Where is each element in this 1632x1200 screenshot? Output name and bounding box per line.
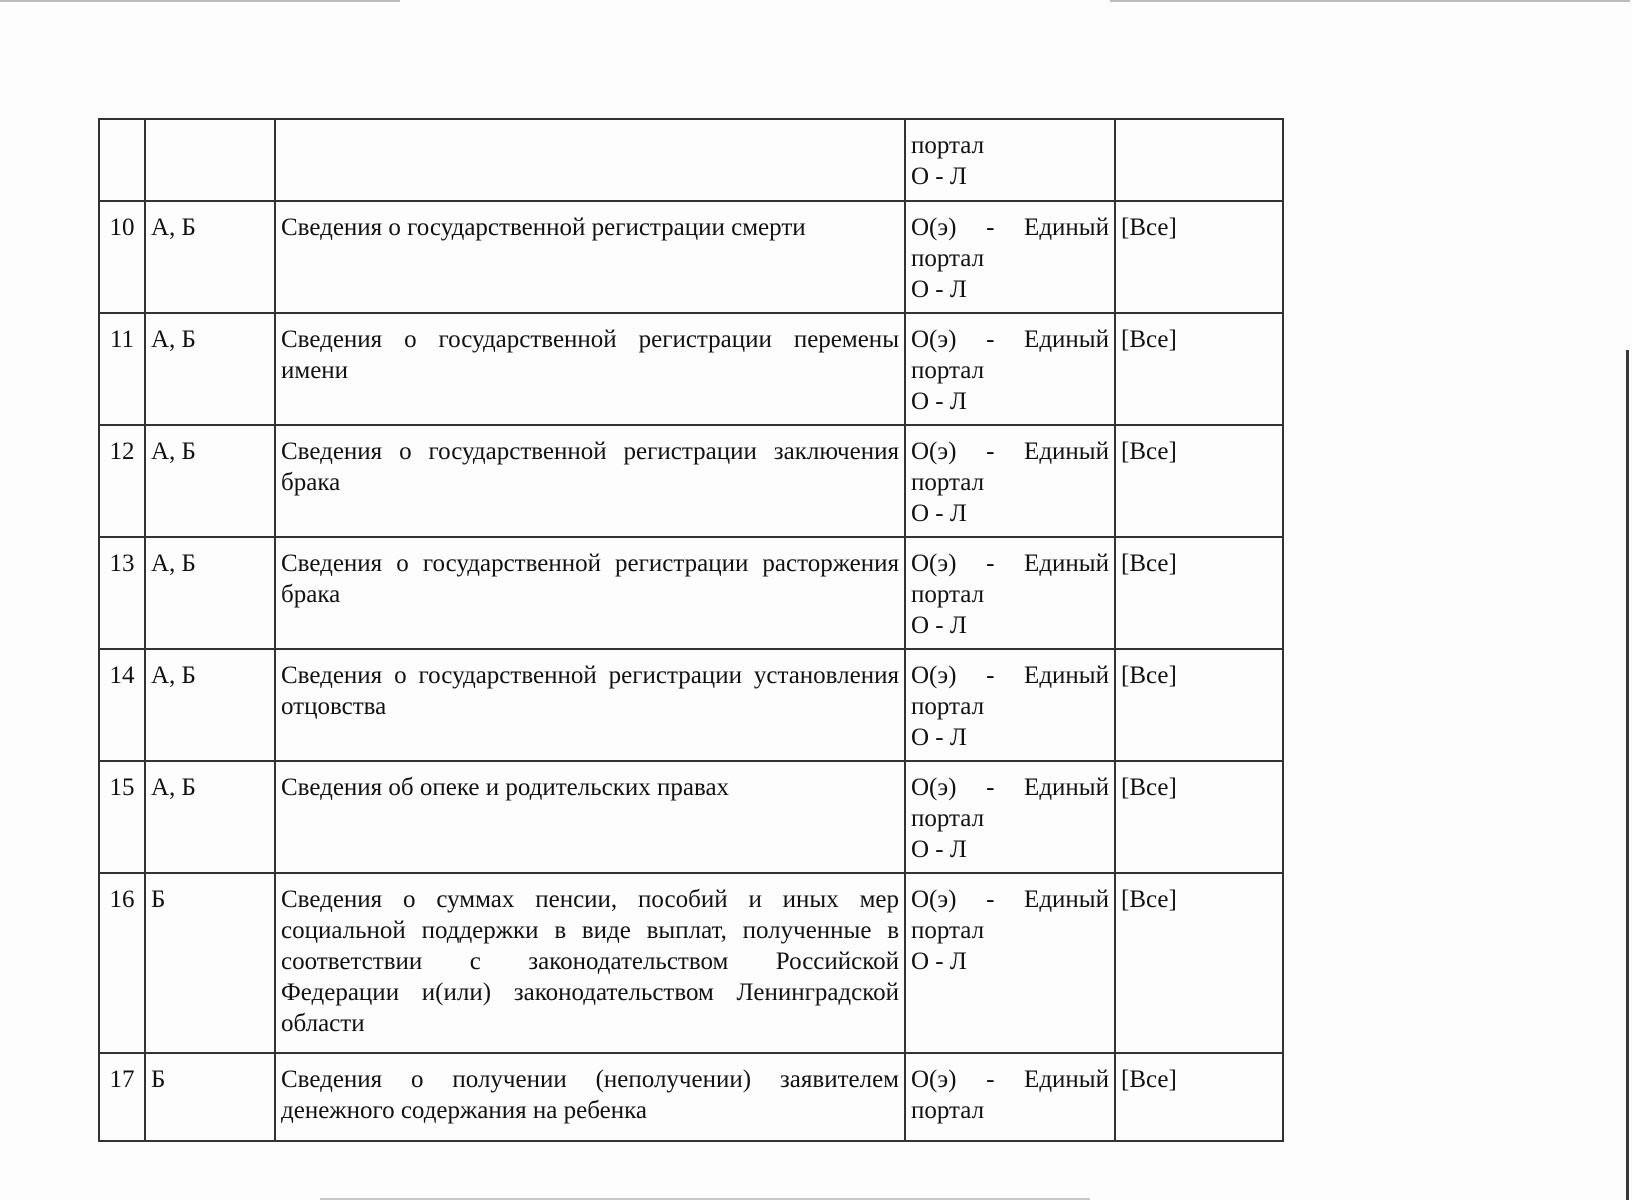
cell-recipient: [Все] [1115, 873, 1283, 1053]
table-row [99, 313, 1283, 425]
cell-category [145, 119, 275, 201]
source-line-3: О - Л [911, 724, 967, 751]
table-row-continued [99, 119, 1283, 201]
source-type: О(э) [911, 662, 957, 689]
cell-category: А, Б [145, 761, 275, 873]
cell-category: А, Б [145, 649, 275, 761]
cell-category: Б [145, 873, 275, 1053]
source-line-3: О - Л [911, 388, 967, 415]
source-line-1 [911, 548, 1109, 579]
cell-source [905, 425, 1115, 537]
source-type: О(э) [911, 326, 957, 353]
source-dash: - [986, 438, 995, 465]
cell-source [905, 873, 1115, 1053]
cell-num: 13 [99, 537, 145, 649]
cell-source [905, 119, 1115, 201]
cell-description: Сведения о государственной регистрации перемены имени [275, 313, 905, 425]
cell-num: 10 [99, 201, 145, 313]
table-row [99, 537, 1283, 649]
source-type: О(э) [911, 774, 957, 801]
cell-recipient: [Все] [1115, 313, 1283, 425]
source-name: Единый [1024, 438, 1109, 465]
cell-source [905, 537, 1115, 649]
source-line-1 [911, 772, 1109, 803]
cell-category: А, Б [145, 537, 275, 649]
cell-recipient: [Все] [1115, 761, 1283, 873]
table-row [99, 425, 1283, 537]
source-line-2: портал [911, 1097, 985, 1124]
source-line-2: портал [911, 917, 985, 944]
source-line-2: портал [911, 693, 985, 720]
cell-recipient: [Все] [1115, 537, 1283, 649]
scan-artifact-top-left [0, 0, 400, 2]
cell-recipient: [Все] [1115, 425, 1283, 537]
source-line-1 [911, 324, 1109, 355]
cell-source [905, 649, 1115, 761]
source-name: Единый [1024, 550, 1109, 577]
cell-num: 17 [99, 1053, 145, 1141]
cell-description: Сведения об опеке и родительских правах [275, 761, 905, 873]
cell-source [905, 1053, 1115, 1141]
cell-num: 11 [99, 313, 145, 425]
cell-source [905, 313, 1115, 425]
table-row [99, 761, 1283, 873]
cell-category: Б [145, 1053, 275, 1141]
source-line-3: О - Л [911, 500, 967, 527]
source-name: Единый [1024, 886, 1109, 913]
source-name: Единый [1024, 662, 1109, 689]
scan-artifact-right-edge [1626, 350, 1629, 1200]
source-dash: - [986, 774, 995, 801]
cell-num: 12 [99, 425, 145, 537]
table-row [99, 1053, 1283, 1141]
cell-recipient [1115, 119, 1283, 201]
source-name: Единый [1024, 326, 1109, 353]
cell-recipient: [Все] [1115, 649, 1283, 761]
source-type: О(э) [911, 214, 957, 241]
cell-recipient: [Все] [1115, 1053, 1283, 1141]
source-line-3: О - Л [911, 948, 967, 975]
cell-source [905, 201, 1115, 313]
source-line: О - Л [911, 163, 967, 190]
source-dash: - [986, 886, 995, 913]
source-line-1 [911, 436, 1109, 467]
source-name: Единый [1024, 774, 1109, 801]
source-line-1 [911, 212, 1109, 243]
source-line-3: О - Л [911, 276, 967, 303]
cell-description: Сведения о получении (неполучении) заявителем денежного содержания на ребенка [275, 1053, 905, 1141]
cell-recipient: [Все] [1115, 201, 1283, 313]
cell-description: Сведения о суммах пенсии, пособий и иных мер социальной поддержки в виде выплат, полученные в соответствии с законодательством Российской Федерации и(или) законодательством Ленинградской области [275, 873, 905, 1053]
source-line-3: О - Л [911, 836, 967, 863]
source-line-2: портал [911, 357, 985, 384]
source-dash: - [986, 1066, 995, 1093]
documents-table [98, 118, 1284, 1142]
cell-category: А, Б [145, 313, 275, 425]
table-row [99, 873, 1283, 1053]
cell-description: Сведения о государственной регистрации расторжения брака [275, 537, 905, 649]
source-type: О(э) [911, 1066, 957, 1093]
cell-num: 15 [99, 761, 145, 873]
source-line-1 [911, 1064, 1109, 1095]
cell-description: Сведения о государственной регистрации установления отцовства [275, 649, 905, 761]
cell-description [275, 119, 905, 201]
source-line-1 [911, 660, 1109, 691]
source-name: Единый [1024, 214, 1109, 241]
cell-description: Сведения о государственной регистрации заключения брака [275, 425, 905, 537]
cell-category: А, Б [145, 201, 275, 313]
source-line-2: портал [911, 805, 985, 832]
source-dash: - [986, 662, 995, 689]
source-type: О(э) [911, 438, 957, 465]
cell-num [99, 119, 145, 201]
source-dash: - [986, 550, 995, 577]
source-dash: - [986, 326, 995, 353]
source-type: О(э) [911, 886, 957, 913]
cell-num: 16 [99, 873, 145, 1053]
cell-source [905, 761, 1115, 873]
source-line-2: портал [911, 245, 985, 272]
source-dash: - [986, 214, 995, 241]
source-name: Единый [1024, 1066, 1109, 1093]
scan-artifact-top-right [1110, 0, 1630, 2]
table-row [99, 201, 1283, 313]
cell-num: 14 [99, 649, 145, 761]
cell-description: Сведения о государственной регистрации смерти [275, 201, 905, 313]
source-line-1 [911, 884, 1109, 915]
table-row [99, 649, 1283, 761]
source-line-2: портал [911, 581, 985, 608]
source-line: портал [911, 132, 985, 159]
cell-category: А, Б [145, 425, 275, 537]
source-line-3: О - Л [911, 612, 967, 639]
source-line-2: портал [911, 469, 985, 496]
source-type: О(э) [911, 550, 957, 577]
